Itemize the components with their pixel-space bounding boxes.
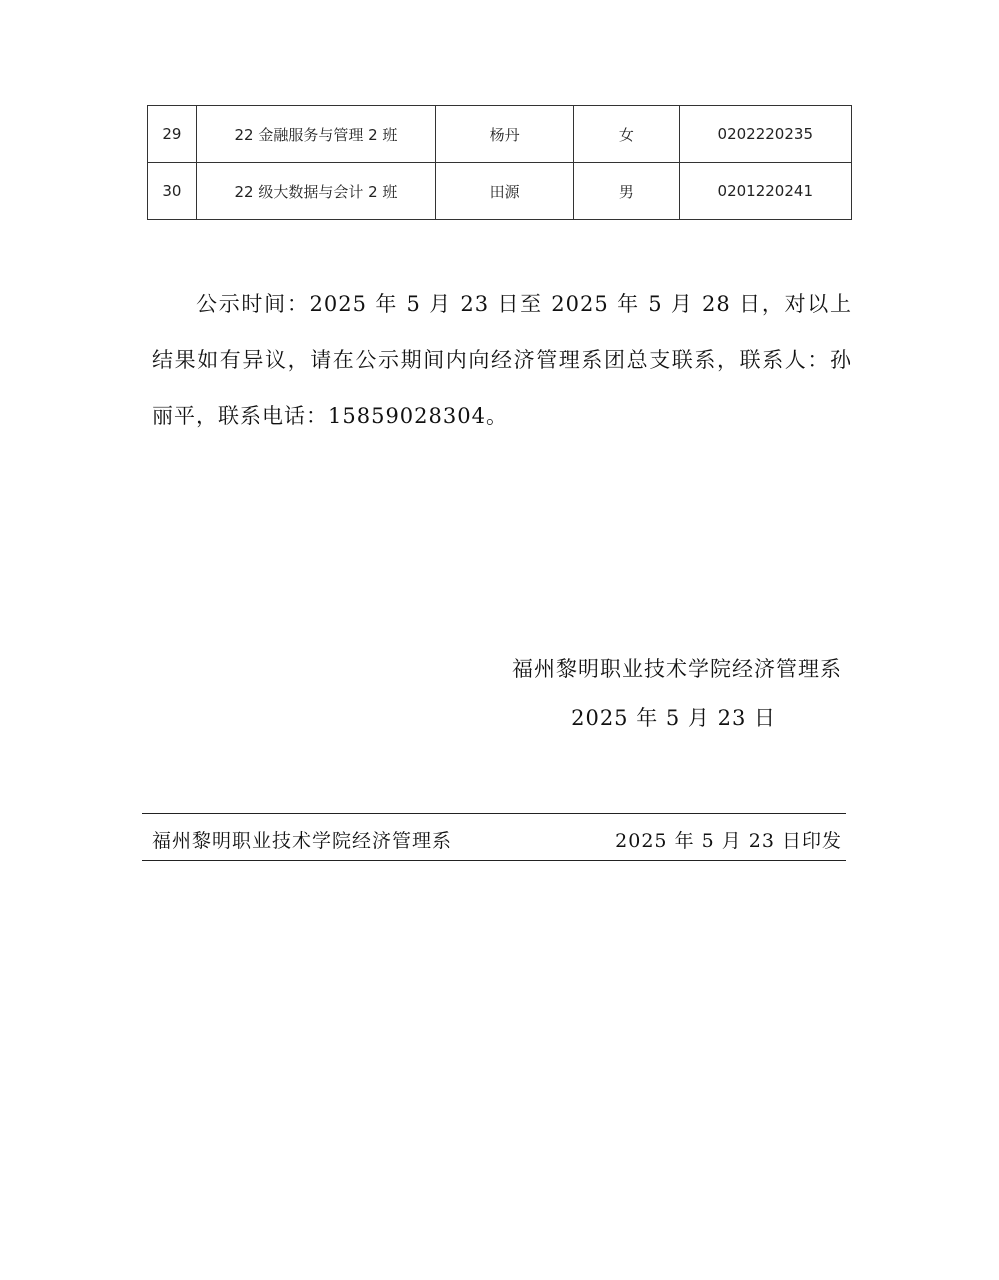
signature-date: 2025 年 5 月 23 日 bbox=[571, 706, 776, 730]
notice-paragraph: 公示时间：2025 年 5 月 23 日至 2025 年 5 月 28 日，对以上结果如有异议，请在公示期间内向经济管理系团总支联系，联系人：孙丽平，联系电话：15859028304。 bbox=[152, 292, 852, 428]
signature-organization: 福州黎明职业技术学院经济管理系 bbox=[512, 657, 842, 681]
student-name: 田源 bbox=[436, 163, 574, 220]
student-id: 0201220241 bbox=[679, 163, 851, 220]
table-row bbox=[148, 163, 852, 220]
class-name: 22 金融服务与管理 2 班 bbox=[196, 106, 435, 163]
class-name: 22 级大数据与会计 2 班 bbox=[196, 163, 435, 220]
footer-issue-date: 2025 年 5 月 23 日印发 bbox=[615, 829, 842, 852]
student-gender: 男 bbox=[574, 163, 679, 220]
footer bbox=[152, 824, 842, 854]
footer-rule-bottom bbox=[142, 860, 846, 861]
student-gender: 女 bbox=[574, 106, 679, 163]
footer-organization: 福州黎明职业技术学院经济管理系 bbox=[152, 829, 453, 852]
footer-rule-top bbox=[142, 813, 846, 814]
student-name: 杨丹 bbox=[436, 106, 574, 163]
signature-block bbox=[512, 645, 842, 743]
table-row bbox=[148, 106, 852, 163]
row-number: 29 bbox=[148, 106, 197, 163]
student-id: 0202220235 bbox=[679, 106, 851, 163]
student-table bbox=[147, 105, 852, 220]
row-number: 30 bbox=[148, 163, 197, 220]
